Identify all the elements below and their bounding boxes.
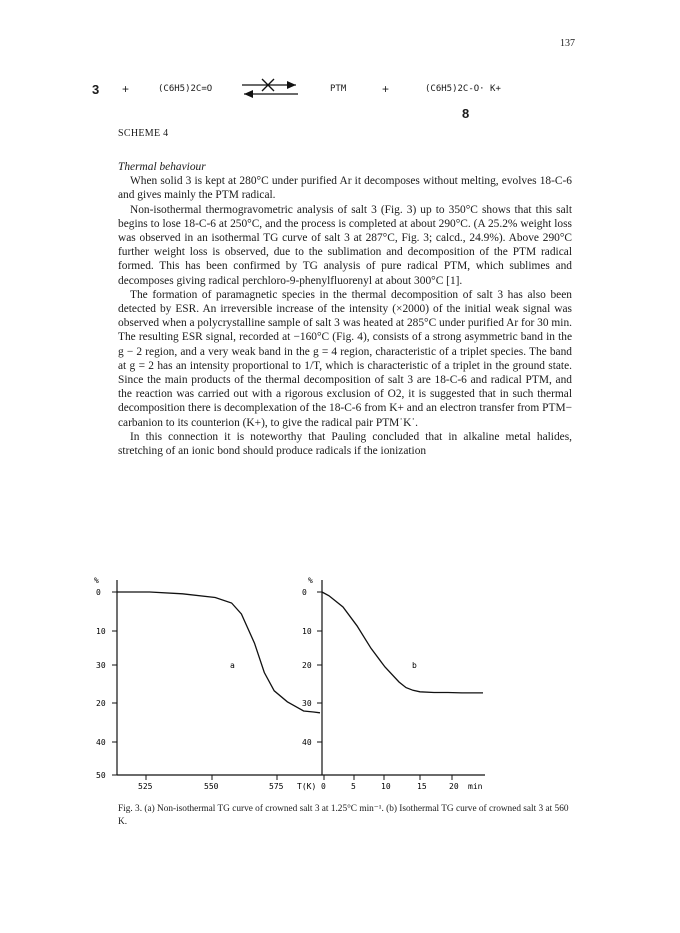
plus-sign: + — [122, 82, 130, 96]
product-number: 8 — [462, 106, 470, 121]
curve-label-b: b — [412, 661, 417, 670]
series-line-a — [117, 592, 320, 713]
right-y-tick-label: 20 — [302, 661, 312, 670]
left-x-tick-label: 550 — [204, 782, 219, 791]
right-y-unit: % — [308, 576, 313, 585]
left-y-tick-label: 10 — [96, 627, 106, 636]
left-y-tick-label: 40 — [96, 738, 106, 747]
ptm-product: PTM — [330, 84, 347, 94]
right-y-tick-label: 40 — [302, 738, 312, 747]
right-y-tick-label: 10 — [302, 627, 312, 636]
curve-label-a: a — [230, 661, 235, 670]
ketyl-formula: (C6H5)2C-O· K+ — [425, 84, 501, 94]
right-y-tick-label: 0 — [302, 588, 307, 597]
left-y-tick-label: 20 — [96, 699, 106, 708]
scheme-label: SCHEME 4 — [118, 128, 169, 139]
left-x-tick-label: 525 — [138, 782, 153, 791]
left-y-tick-label: 50 — [96, 771, 106, 780]
right-x-tick-label: 20 — [449, 782, 459, 791]
right-x-tick-label: 10 — [381, 782, 391, 791]
right-y-tick-label: 30 — [302, 699, 312, 708]
left-x-label: T(K) — [297, 782, 317, 791]
reactant-number: 3 — [92, 82, 100, 97]
section-title: Thermal behaviour — [118, 161, 206, 173]
paragraph-4: In this connection it is noteworthy that Pauling concluded that in alkaline metal halides, stretching of an ionic bond should produce radicals if the ionization — [118, 430, 572, 458]
paragraph-3: The formation of paramagnetic species in the thermal decomposition of salt 3 has also been detected by ESR. An irreversible increase of the intensity (×2000) of the initial weak signal was observed when a polycrystalline sample of salt 3 was heated at 285°C under purified Ar for 30 min. The resulting ESR signal, recorded at −160°C (Fig. 4), consists of a strong asymmetric band in the g − 2 region, and a very weak band in the g = 4 region, characteristic of a triplet species. The band at g = 2 has an intensity proportional to 1/T, which is characteristic of a triplet in the ground state. Since the main products of the thermal decomposition of salt 3 are 18-C-6 and radical PTM, and the reaction was carried out with a rigorous exclusion of O2, it is suggested that in such thermal decomposition there is decomplexation of the 18-C-6 from K+ and an electron transfer from PTM− carbanion to its counterion (K+), to give the radical pair PTM˙K˙. — [118, 288, 572, 429]
left-y-tick-label: 0 — [96, 588, 101, 597]
left-panel — [94, 576, 322, 791]
left-x-tick-label: 575 — [269, 782, 284, 791]
right-x-label: min — [468, 782, 483, 791]
right-x-tick-label: 0 — [321, 782, 326, 791]
plus-sign-2: + — [382, 82, 390, 96]
page-number: 137 — [560, 38, 575, 49]
right-panel — [302, 576, 485, 791]
figure-caption: Fig. 3. (a) Non-isothermal TG curve of crowned salt 3 at 1.25°C min⁻¹. (b) Isothermal TG curve of crowned salt 3 at 560 K. — [118, 804, 569, 827]
left-y-unit: % — [94, 576, 99, 585]
benzophenone-formula: (C6H5)2C=O — [158, 84, 213, 94]
right-x-tick-label: 15 — [417, 782, 427, 791]
paragraph-2: Non-isothermal thermogravometric analysis of salt 3 (Fig. 3) up to 350°C shows that this salt begins to lose 18-C-6 at 250°C, and the process is completed at about 290°C. (A 25.2% weight loss was observed in an isothermal TG curve of salt 3 at 287°C, Fig. 3; calcd., 24.9%). Above 290°C further weight loss is observed, due to the sublimation and decomposition of the PTM radical formed. This has been confirmed by TG analysis of pure radical PTM, which sublimes and decomposes giving radical perchloro-9-phenylfluorenyl at about 300°C [1]. — [118, 203, 572, 287]
paragraph-1: When solid 3 is kept at 280°C under purified Ar it decomposes without melting, evolves 18-C-6 and gives mainly the PTM radical. — [118, 175, 572, 202]
right-x-tick-label: 5 — [351, 782, 356, 791]
left-y-tick-label: 30 — [96, 661, 106, 670]
series-line-b — [322, 592, 483, 693]
